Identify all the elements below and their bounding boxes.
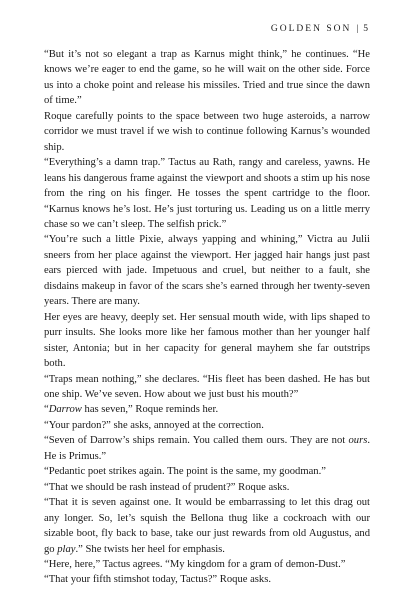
paragraph: “Everything’s a damn trap.” Tactus au Rath, rangy and careless, yawns. He leans his dangerous frame against the viewport and shoots a stim up his nose from the ring on his finger. He tosses the spent cartridge to the floor. “Karnus knows he’s lost. He’s just torturing us. Leading us on a little merry chase so we can’t sleep. The selfish prick.” xyxy=(44,157,370,230)
paragraph: “Traps mean nothing,” she declares. “His fleet has been dashed. He has but one ship. We’ve seven. How about we just bust his mouth?” xyxy=(44,373,370,400)
page-number: 5 xyxy=(363,24,368,34)
header-separator: | xyxy=(356,24,359,34)
paragraph: “But it’s not so elegant a trap as Karnus might think,” he continues. “He knows we’re eager to end the game, so he will wait on the other side. Force us into a choke point and release his missiles. Tried and true since the dawn of time.” xyxy=(44,49,370,107)
paragraph: Her eyes are heavy, deeply set. Her sensual mouth wide, with lips shaped to purr insults. She looks more like her famous mother than her younger half sister, Antonia; but in her capacity for general mayhem she far outstrips both. xyxy=(44,311,370,370)
paragraph: “You’re such a little Pixie, always yapping and whining,” Victra au Julii sneers from her place against the viewport. Her jagged hair hangs just past ears pierced with jade. Impetuous and cruel, but neither to a fault, she disdains makeup in favor of the scars she’s earned through her twenty-seven years. There are many. xyxy=(44,234,370,308)
paragraph: “That it is seven against one. It would be embarrassing to let this drag out any longer. So, let’s squish the Bellona thug like a cockroach with our sizable boot, fly back to base, take our just rewards from old Augustus, and go play.” She twists her heel for emphasis. xyxy=(44,497,370,555)
paragraph: “Pedantic poet strikes again. The point is the same, my goodman.” xyxy=(44,466,326,478)
body-text xyxy=(44,47,370,588)
paragraph: “That we should be rash instead of prudent?” Roque asks. xyxy=(44,481,290,493)
paragraph: “Seven of Darrow’s ships remain. You called them ours. They are not ours. He is Primus.” xyxy=(44,435,370,462)
book-title: GOLDEN SON xyxy=(270,24,352,34)
paragraph: “That your fifth stimshot today, Tactus?” Roque asks. xyxy=(44,574,271,586)
paragraph: Roque carefully points to the space between two huge asteroids, a narrow corridor we must travel if we wish to continue following Karnus’s wounded ship. xyxy=(44,110,370,153)
paragraph: “Your pardon?” she asks, annoyed at the correction. xyxy=(44,419,264,431)
paragraph: “Here, here,” Tactus agrees. “My kingdom for a gram of demon-Dust.” xyxy=(44,558,346,570)
paragraph: “Darrow has seven,” Roque reminds her. xyxy=(44,404,219,416)
running-head xyxy=(271,24,368,34)
